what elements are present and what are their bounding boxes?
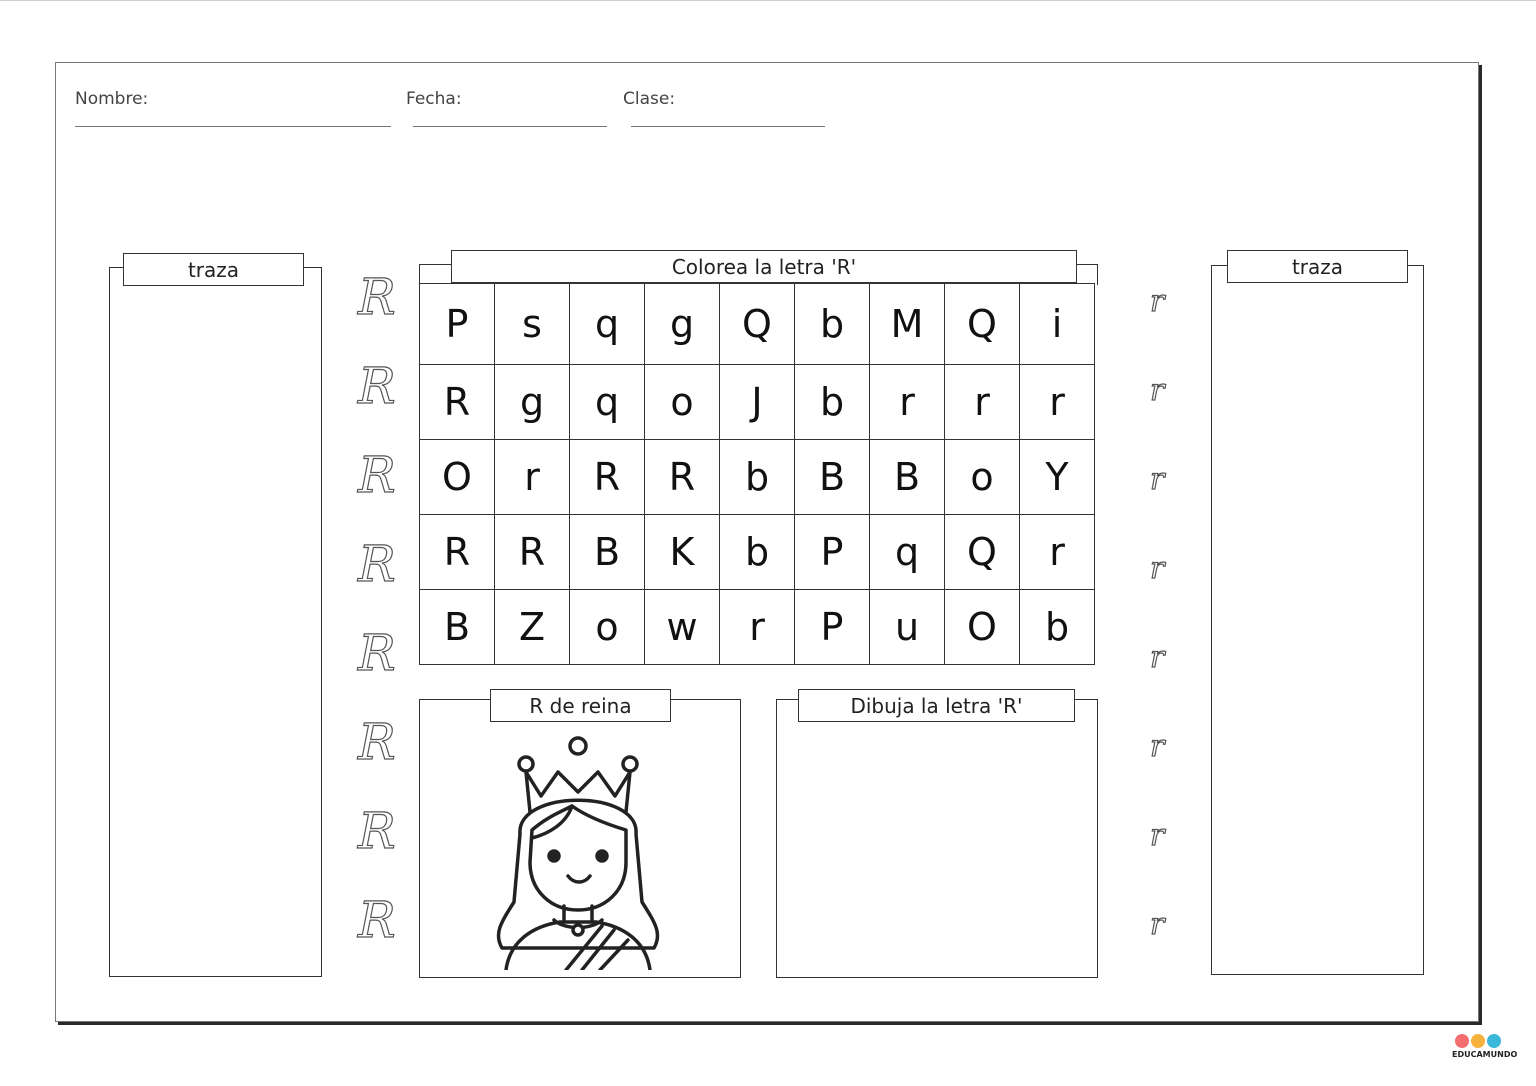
educamundo-logo (1452, 1034, 1518, 1059)
grid-cell[interactable]: K (645, 515, 720, 590)
grid-row (420, 365, 1095, 440)
trace-lowercase-r[interactable]: r (1150, 462, 1165, 497)
grid-row (420, 515, 1095, 590)
grid-title: Colorea la letra 'R' (451, 250, 1077, 283)
grid-cell[interactable]: B (420, 590, 495, 665)
grid-cell[interactable]: Q (945, 284, 1020, 365)
grid-cell[interactable]: g (495, 365, 570, 440)
name-label: Nombre: (75, 89, 149, 109)
trace-uppercase-r[interactable]: R (358, 357, 396, 415)
trace-lowercase-r[interactable]: r (1150, 551, 1165, 586)
left-trace-title: traza (123, 253, 304, 286)
grid-cell[interactable]: q (570, 284, 645, 365)
top-rule (0, 0, 1536, 1)
grid-cell[interactable]: w (645, 590, 720, 665)
trace-uppercase-r[interactable]: R (358, 802, 396, 860)
class-field-line[interactable] (631, 126, 825, 127)
grid-cell[interactable]: r (870, 365, 945, 440)
name-field-line[interactable] (75, 126, 391, 127)
grid-row (420, 440, 1095, 515)
trace-uppercase-r[interactable]: R (358, 713, 396, 771)
date-label: Fecha: (406, 89, 462, 109)
right-trace-title: traza (1227, 250, 1408, 283)
trace-uppercase-r[interactable]: R (358, 624, 396, 682)
logo-text: EDUCAMUNDO (1452, 1050, 1518, 1059)
grid-cell[interactable]: b (720, 440, 795, 515)
trace-uppercase-r[interactable]: R (358, 268, 396, 326)
left-trace-area[interactable] (109, 267, 322, 977)
trace-lowercase-r[interactable]: r (1150, 907, 1165, 942)
grid-cell[interactable]: s (495, 284, 570, 365)
trace-lowercase-r[interactable]: r (1150, 373, 1165, 408)
grid-cell[interactable]: o (645, 365, 720, 440)
grid-cell[interactable]: P (420, 284, 495, 365)
grid-cell[interactable]: B (870, 440, 945, 515)
logo-dot (1471, 1034, 1485, 1048)
trace-lowercase-r[interactable]: r (1150, 284, 1165, 319)
grid-cell[interactable]: b (720, 515, 795, 590)
grid-cell[interactable]: O (420, 440, 495, 515)
grid-cell[interactable]: B (795, 440, 870, 515)
grid-cell[interactable]: R (420, 365, 495, 440)
grid-cell[interactable]: b (795, 284, 870, 365)
trace-lowercase-r[interactable]: r (1150, 818, 1165, 853)
grid-cell[interactable]: Q (945, 515, 1020, 590)
grid-cell[interactable]: b (795, 365, 870, 440)
grid-cell[interactable]: R (645, 440, 720, 515)
trace-uppercase-r[interactable]: R (358, 446, 396, 504)
logo-dot (1487, 1034, 1501, 1048)
draw-panel-title: Dibuja la letra 'R' (798, 689, 1075, 722)
trace-lowercase-r[interactable]: r (1150, 729, 1165, 764)
grid-cell[interactable]: o (945, 440, 1020, 515)
logo-dot (1455, 1034, 1469, 1048)
class-label: Clase: (623, 89, 676, 109)
draw-area[interactable] (776, 699, 1098, 978)
grid-cell[interactable]: P (795, 590, 870, 665)
grid-cell[interactable]: g (645, 284, 720, 365)
grid-row (420, 284, 1095, 365)
grid-cell[interactable]: Y (1020, 440, 1095, 515)
grid-cell[interactable]: R (420, 515, 495, 590)
grid-cell[interactable]: o (570, 590, 645, 665)
grid-cell[interactable]: Z (495, 590, 570, 665)
queen-panel-title: R de reina (490, 689, 671, 722)
grid-cell[interactable]: J (720, 365, 795, 440)
trace-uppercase-r[interactable]: R (358, 535, 396, 593)
grid-cell[interactable]: R (570, 440, 645, 515)
grid-cell[interactable]: b (1020, 590, 1095, 665)
grid-cell[interactable]: M (870, 284, 945, 365)
grid-cell[interactable]: r (1020, 365, 1095, 440)
trace-uppercase-r[interactable]: R (358, 891, 396, 949)
grid-cell[interactable]: i (1020, 284, 1095, 365)
letter-grid (419, 283, 1095, 665)
grid-cell[interactable]: u (870, 590, 945, 665)
queen-illustration-icon (486, 734, 670, 970)
grid-cell[interactable]: P (795, 515, 870, 590)
grid-row (420, 590, 1095, 665)
date-field-line[interactable] (413, 126, 607, 127)
grid-cell[interactable]: R (495, 515, 570, 590)
grid-cell[interactable]: r (495, 440, 570, 515)
right-trace-area[interactable] (1211, 265, 1424, 975)
grid-cell[interactable]: q (570, 365, 645, 440)
trace-lowercase-r[interactable]: r (1150, 640, 1165, 675)
grid-cell[interactable]: O (945, 590, 1020, 665)
grid-cell[interactable]: r (945, 365, 1020, 440)
grid-cell[interactable]: Q (720, 284, 795, 365)
grid-cell[interactable]: r (1020, 515, 1095, 590)
grid-cell[interactable]: r (720, 590, 795, 665)
grid-cell[interactable]: B (570, 515, 645, 590)
grid-cell[interactable]: q (870, 515, 945, 590)
